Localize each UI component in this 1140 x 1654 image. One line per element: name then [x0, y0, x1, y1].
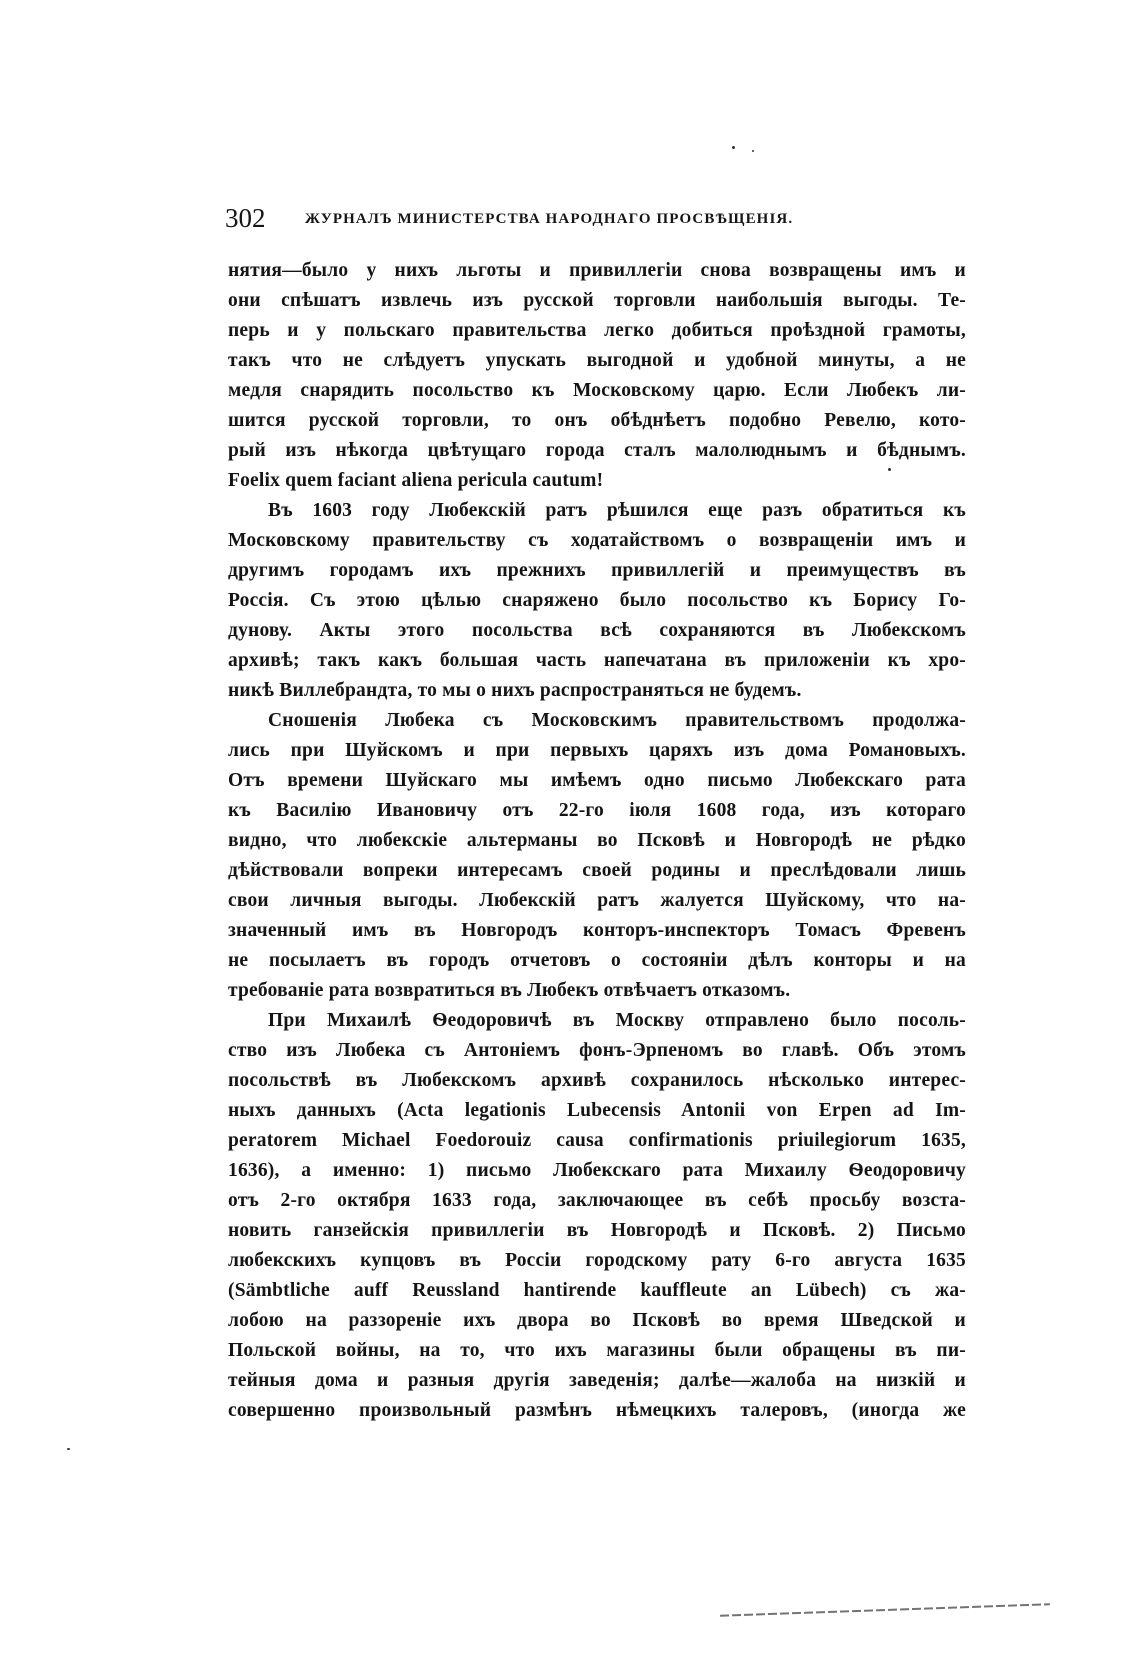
- text-line: другимъ городамъ ихъ прежнихъ привиллегій и преимуществъ въ: [228, 560, 966, 581]
- text-line: отъ 2-го октября 1633 года, заключающее въ себѣ просьбу возста-: [228, 1190, 966, 1211]
- text-line: дунову. Акты этого посольства всѣ сохраняются въ Любекскомъ: [228, 620, 966, 641]
- text-line: ство изъ Любека съ Антоніемъ фонъ-Эрпеномъ во главѣ. Объ этомъ: [228, 1040, 966, 1061]
- paragraph-start-line: При Михаилѣ Ѳеодоровичѣ въ Москву отправлено было посоль-: [268, 1010, 966, 1031]
- text-line: лобою на раззореніе ихъ двора во Псковѣ во время Шведской и: [228, 1310, 966, 1331]
- text-line: любекскихъ купцовъ въ Россіи городскому рату 6-го августа 1635: [228, 1250, 966, 1271]
- paragraph-start-line: Сношенія Любека съ Московскимъ правительствомъ продолжа-: [268, 710, 966, 731]
- text-line: лись при Шуйскомъ и при первыхъ царяхъ изъ дома Романовыхъ.: [228, 740, 966, 761]
- text-line: рый изъ нѣкогда цвѣтущаго города сталъ малолюднымъ и бѣднымъ.: [228, 440, 966, 461]
- text-line: къ Василію Ивановичу отъ 22-го іюля 1608 года, изъ котораго: [228, 800, 966, 821]
- text-line: архивѣ; такъ какъ большая часть напечатана въ приложеніи къ хро-: [228, 650, 966, 671]
- text-line: (Sämbtliche auff Reussland hantirende kauffleute an Lübech) съ жа-: [228, 1280, 966, 1301]
- paragraph-start-line: Въ 1603 году Любекскій ратъ рѣшился еще разъ обратиться къ: [268, 500, 966, 521]
- ink-speck: [752, 150, 754, 152]
- running-title: ЖУРНАЛЪ МИНИСТЕРСТВА НАРОДНАГО ПРОСВѢЩЕНІЯ.: [305, 211, 794, 227]
- body-text: [228, 256, 966, 1426]
- scan-edge-rule: [720, 1603, 1050, 1617]
- text-line: посольствѣ въ Любекскомъ архивѣ сохранилось нѣсколько интерес-: [228, 1070, 966, 1091]
- text-line: такъ что не слѣдуетъ упускать выгодной и удобной минуты, а не: [228, 350, 966, 371]
- text-line: Московскому правительству съ ходатайствомъ о возвращеніи имъ и: [228, 530, 966, 551]
- text-line: свои личныя выгоды. Любекскій ратъ жалуется Шуйскому, что на-: [228, 890, 966, 911]
- ink-speck: [67, 1448, 70, 1450]
- text-line: видно, что любекскіе альтерманы во Псковѣ и Новгородѣ не рѣдко: [228, 830, 966, 851]
- text-line: Польской войны, на то, что ихъ магазины были обращены въ пи-: [228, 1340, 966, 1361]
- page-number: 302: [225, 203, 266, 233]
- text-line: Foelix quem faciant aliena pericula cautum!: [228, 470, 604, 491]
- text-line: Россія. Съ этою цѣлью снаряжено было посольство къ Борису Го-: [228, 590, 966, 611]
- text-line: совершенно произвольный размѣнъ нѣмецкихъ талеровъ, (иногда же: [228, 1400, 966, 1421]
- text-line: не посылаетъ въ городъ отчетовъ о состояніи дѣлъ конторы и на: [228, 950, 966, 971]
- text-line: значенный имъ въ Новгородъ конторъ-инспекторъ Томасъ Фревенъ: [228, 920, 966, 941]
- ink-speck: [732, 146, 735, 149]
- text-line: дѣйствовали вопреки интересамъ своей родины и преслѣдовали лишь: [228, 860, 966, 881]
- text-line: требованіе рата возвратиться въ Любекъ отвѣчаетъ отказомъ.: [228, 980, 791, 1001]
- page-header: [225, 203, 965, 243]
- text-line: медля снарядить посольство къ Московскому царю. Если Любекъ ли-: [228, 380, 966, 401]
- text-line: они спѣшатъ извлечь изъ русской торговли наибольшія выгоды. Те-: [228, 290, 966, 311]
- text-line: ныхъ данныхъ (Acta legationis Lubecensis Antonii von Erpen ad Im-: [228, 1100, 966, 1121]
- text-line: тейныя дома и разныя другія заведенія; далѣе—жалоба на низкій и: [228, 1370, 966, 1391]
- text-line: Отъ времени Шуйскаго мы имѣемъ одно письмо Любекскаго рата: [228, 770, 966, 791]
- text-line: никѣ Виллебрандта, то мы о нихъ распространяться не будемъ.: [228, 680, 802, 701]
- text-line: перь и у польскаго правительства легко добиться проѣздной грамоты,: [228, 320, 966, 341]
- text-line: шится русской торговли, то онъ обѣднѣетъ подобно Ревелю, кото-: [228, 410, 966, 431]
- text-line: новить ганзейскія привиллегіи въ Новгородѣ и Псковѣ. 2) Письмо: [228, 1220, 966, 1241]
- text-line: peratorem Michael Foedorouiz causa confirmationis priuilegiorum 1635,: [228, 1130, 966, 1151]
- text-line: 1636), а именно: 1) письмо Любекскаго рата Михаилу Ѳеодоровичу: [228, 1160, 966, 1181]
- text-line: нятия—было у нихъ льготы и привиллегіи снова возвращены имъ и: [228, 260, 966, 281]
